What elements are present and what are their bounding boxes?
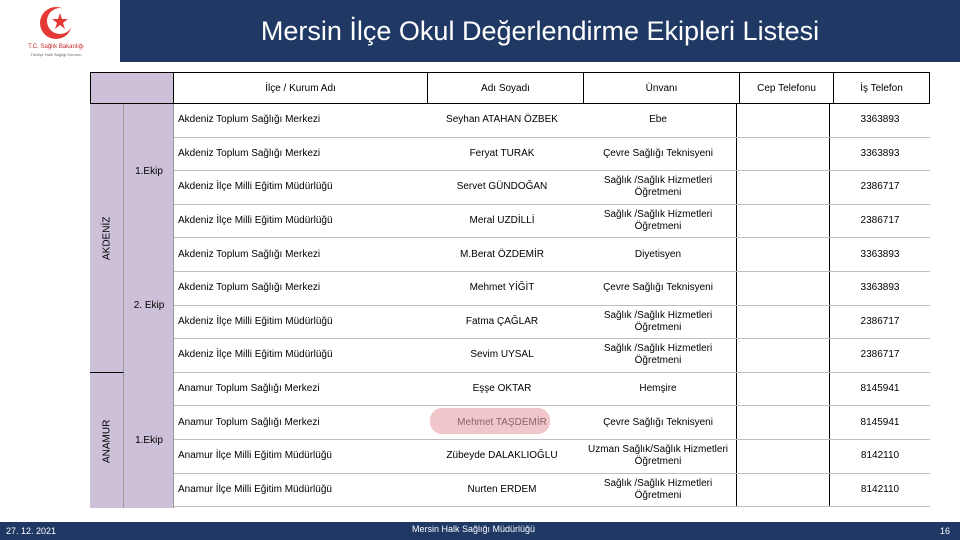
mobile-cell <box>736 440 830 473</box>
title-cell: Ebe <box>649 114 667 126</box>
footer-organization: Mersin Halk Sağlığı Müdürlüğü <box>412 524 536 534</box>
kurum-cell: Akdeniz Toplum Sağlığı Merkezi <box>178 147 321 159</box>
column-header-is: İş Telefon <box>834 72 930 104</box>
table-row <box>174 306 930 340</box>
name-cell: Servet GÜNDOĞAN <box>456 181 548 193</box>
district-label: ANAMUR <box>101 419 113 463</box>
work-phone-cell: 8145941 <box>860 383 900 395</box>
mobile-cell <box>736 205 830 238</box>
table-row <box>174 339 930 373</box>
mobile-cell <box>736 406 830 439</box>
mobile-cell <box>736 272 830 305</box>
crescent-star-icon <box>36 4 76 42</box>
page-number: 16 <box>939 526 950 536</box>
work-phone-cell: 8145941 <box>860 416 900 428</box>
work-phone-cell: 2386717 <box>860 349 900 361</box>
work-phone-cell: 3363893 <box>860 114 900 126</box>
kurum-cell: Akdeniz İlçe Milli Eğitim Müdürlüğü <box>178 215 333 227</box>
mobile-cell <box>736 474 830 507</box>
kurum-cell: Anamur Toplum Sağlığı Merkezi <box>178 383 320 395</box>
kurum-cell: Anamur İlçe Milli Eğitim Müdürlüğü <box>178 483 332 495</box>
title-cell: Çevre Sağlığı Teknisyeni <box>603 147 713 159</box>
table-row <box>174 205 930 239</box>
district-cell <box>90 104 124 372</box>
highlight-mark <box>430 408 550 434</box>
table-row <box>174 138 930 172</box>
title-cell: Sağlık /Sağlık Hizmetleri Öğretmeni <box>603 209 713 233</box>
name-cell: Meral UZDİLLİ <box>469 215 535 227</box>
name-cell: Zübeyde DALAKLIOĞLU <box>446 450 558 462</box>
footer <box>0 522 960 540</box>
work-phone-cell: 3363893 <box>860 248 900 260</box>
table-row <box>174 373 930 407</box>
name-cell: Nurten ERDEM <box>467 483 537 495</box>
title-cell: Sağlık /Sağlık Hizmetleri Öğretmeni <box>603 309 713 333</box>
kurum-cell: Akdeniz İlçe Milli Eğitim Müdürlüğü <box>178 181 333 193</box>
name-cell: Sevim UYSAL <box>470 349 534 361</box>
column-header-ad: Adı Soyadı <box>428 72 584 104</box>
title-cell: Çevre Sağlığı Teknisyeni <box>603 416 713 428</box>
table-row <box>174 272 930 306</box>
team-label: 1.Ekip <box>135 165 163 177</box>
kurum-cell: Akdeniz Toplum Sağlığı Merkezi <box>178 114 321 126</box>
footer-date: 27. 12. 2021 <box>6 526 57 536</box>
title-cell: Diyetisyen <box>634 248 682 260</box>
logo-subtext: Türkiye Halk Sağlığı Kurumu <box>30 52 82 57</box>
page-title: Mersin İlçe Okul Değerlendirme Ekipleri Listesi <box>260 16 820 46</box>
team-cell <box>124 104 174 238</box>
table-row <box>174 406 930 440</box>
title-cell: Sağlık /Sağlık Hizmetleri Öğretmeni <box>603 477 713 501</box>
mobile-cell <box>736 306 830 339</box>
title-cell: Uzman Sağlık/Sağlık Hizmetleri Öğretmeni <box>587 444 729 468</box>
ministry-logo <box>6 4 116 64</box>
table-row <box>174 440 930 474</box>
title-cell: Sağlık /Sağlık Hizmetleri Öğretmeni <box>603 343 713 367</box>
work-phone-cell: 2386717 <box>860 181 900 193</box>
table-row <box>174 474 930 508</box>
column-header-kurum: İlçe / Kurum Adı <box>174 72 428 104</box>
logo-text: T.C. Sağlık Bakanlığı <box>28 44 84 50</box>
mobile-cell <box>736 171 830 204</box>
mobile-cell <box>736 138 830 171</box>
name-cell: Mehmet YİĞİT <box>469 282 535 294</box>
column-header-cep: Cep Telefonu <box>740 72 834 104</box>
name-cell: Eşşe OKTAR <box>472 383 532 395</box>
kurum-cell: Anamur İlçe Milli Eğitim Müdürlüğü <box>178 450 332 462</box>
title-cell: Çevre Sağlığı Teknisyeni <box>603 282 713 294</box>
mobile-cell <box>736 373 830 406</box>
name-cell: M.Berat ÖZDEMİR <box>460 248 544 260</box>
district-cell <box>90 372 124 508</box>
kurum-cell: Akdeniz Toplum Sağlığı Merkezi <box>178 282 321 294</box>
name-cell: Fatma ÇAĞLAR <box>465 315 539 327</box>
work-phone-cell: 3363893 <box>860 147 900 159</box>
team-table <box>90 72 930 508</box>
kurum-cell: Akdeniz İlçe Milli Eğitim Müdürlüğü <box>178 349 333 361</box>
district-label: AKDENİZ <box>101 216 113 260</box>
work-phone-cell: 8142110 <box>860 450 900 462</box>
mobile-cell <box>736 104 830 137</box>
name-cell: Seyhan ATAHAN ÖZBEK <box>446 114 558 126</box>
work-phone-cell: 2386717 <box>860 215 900 227</box>
work-phone-cell: 2386717 <box>860 315 900 327</box>
kurum-cell: Akdeniz İlçe Milli Eğitim Müdürlüğü <box>178 315 333 327</box>
title-bar <box>120 0 960 62</box>
work-phone-cell: 8142110 <box>860 483 900 495</box>
table-row <box>174 171 930 205</box>
team-cell <box>124 238 174 372</box>
mobile-cell <box>736 238 830 271</box>
title-cell: Hemşire <box>639 383 677 395</box>
table-row <box>174 104 930 138</box>
column-header-unvan: Ünvanı <box>584 72 740 104</box>
team-label: 1.Ekip <box>135 434 163 446</box>
mobile-cell <box>736 339 830 372</box>
header <box>0 0 960 68</box>
table-row <box>174 238 930 272</box>
kurum-cell: Anamur Toplum Sağlığı Merkezi <box>178 416 320 428</box>
team-label: 2. Ekip <box>133 299 165 311</box>
title-cell: Sağlık /Sağlık Hizmetleri Öğretmeni <box>603 175 713 199</box>
work-phone-cell: 3363893 <box>860 282 900 294</box>
kurum-cell: Akdeniz Toplum Sağlığı Merkezi <box>178 248 321 260</box>
name-cell: Feryat TURAK <box>469 147 535 159</box>
team-cell <box>124 372 174 508</box>
header-blank-cell <box>90 72 174 104</box>
